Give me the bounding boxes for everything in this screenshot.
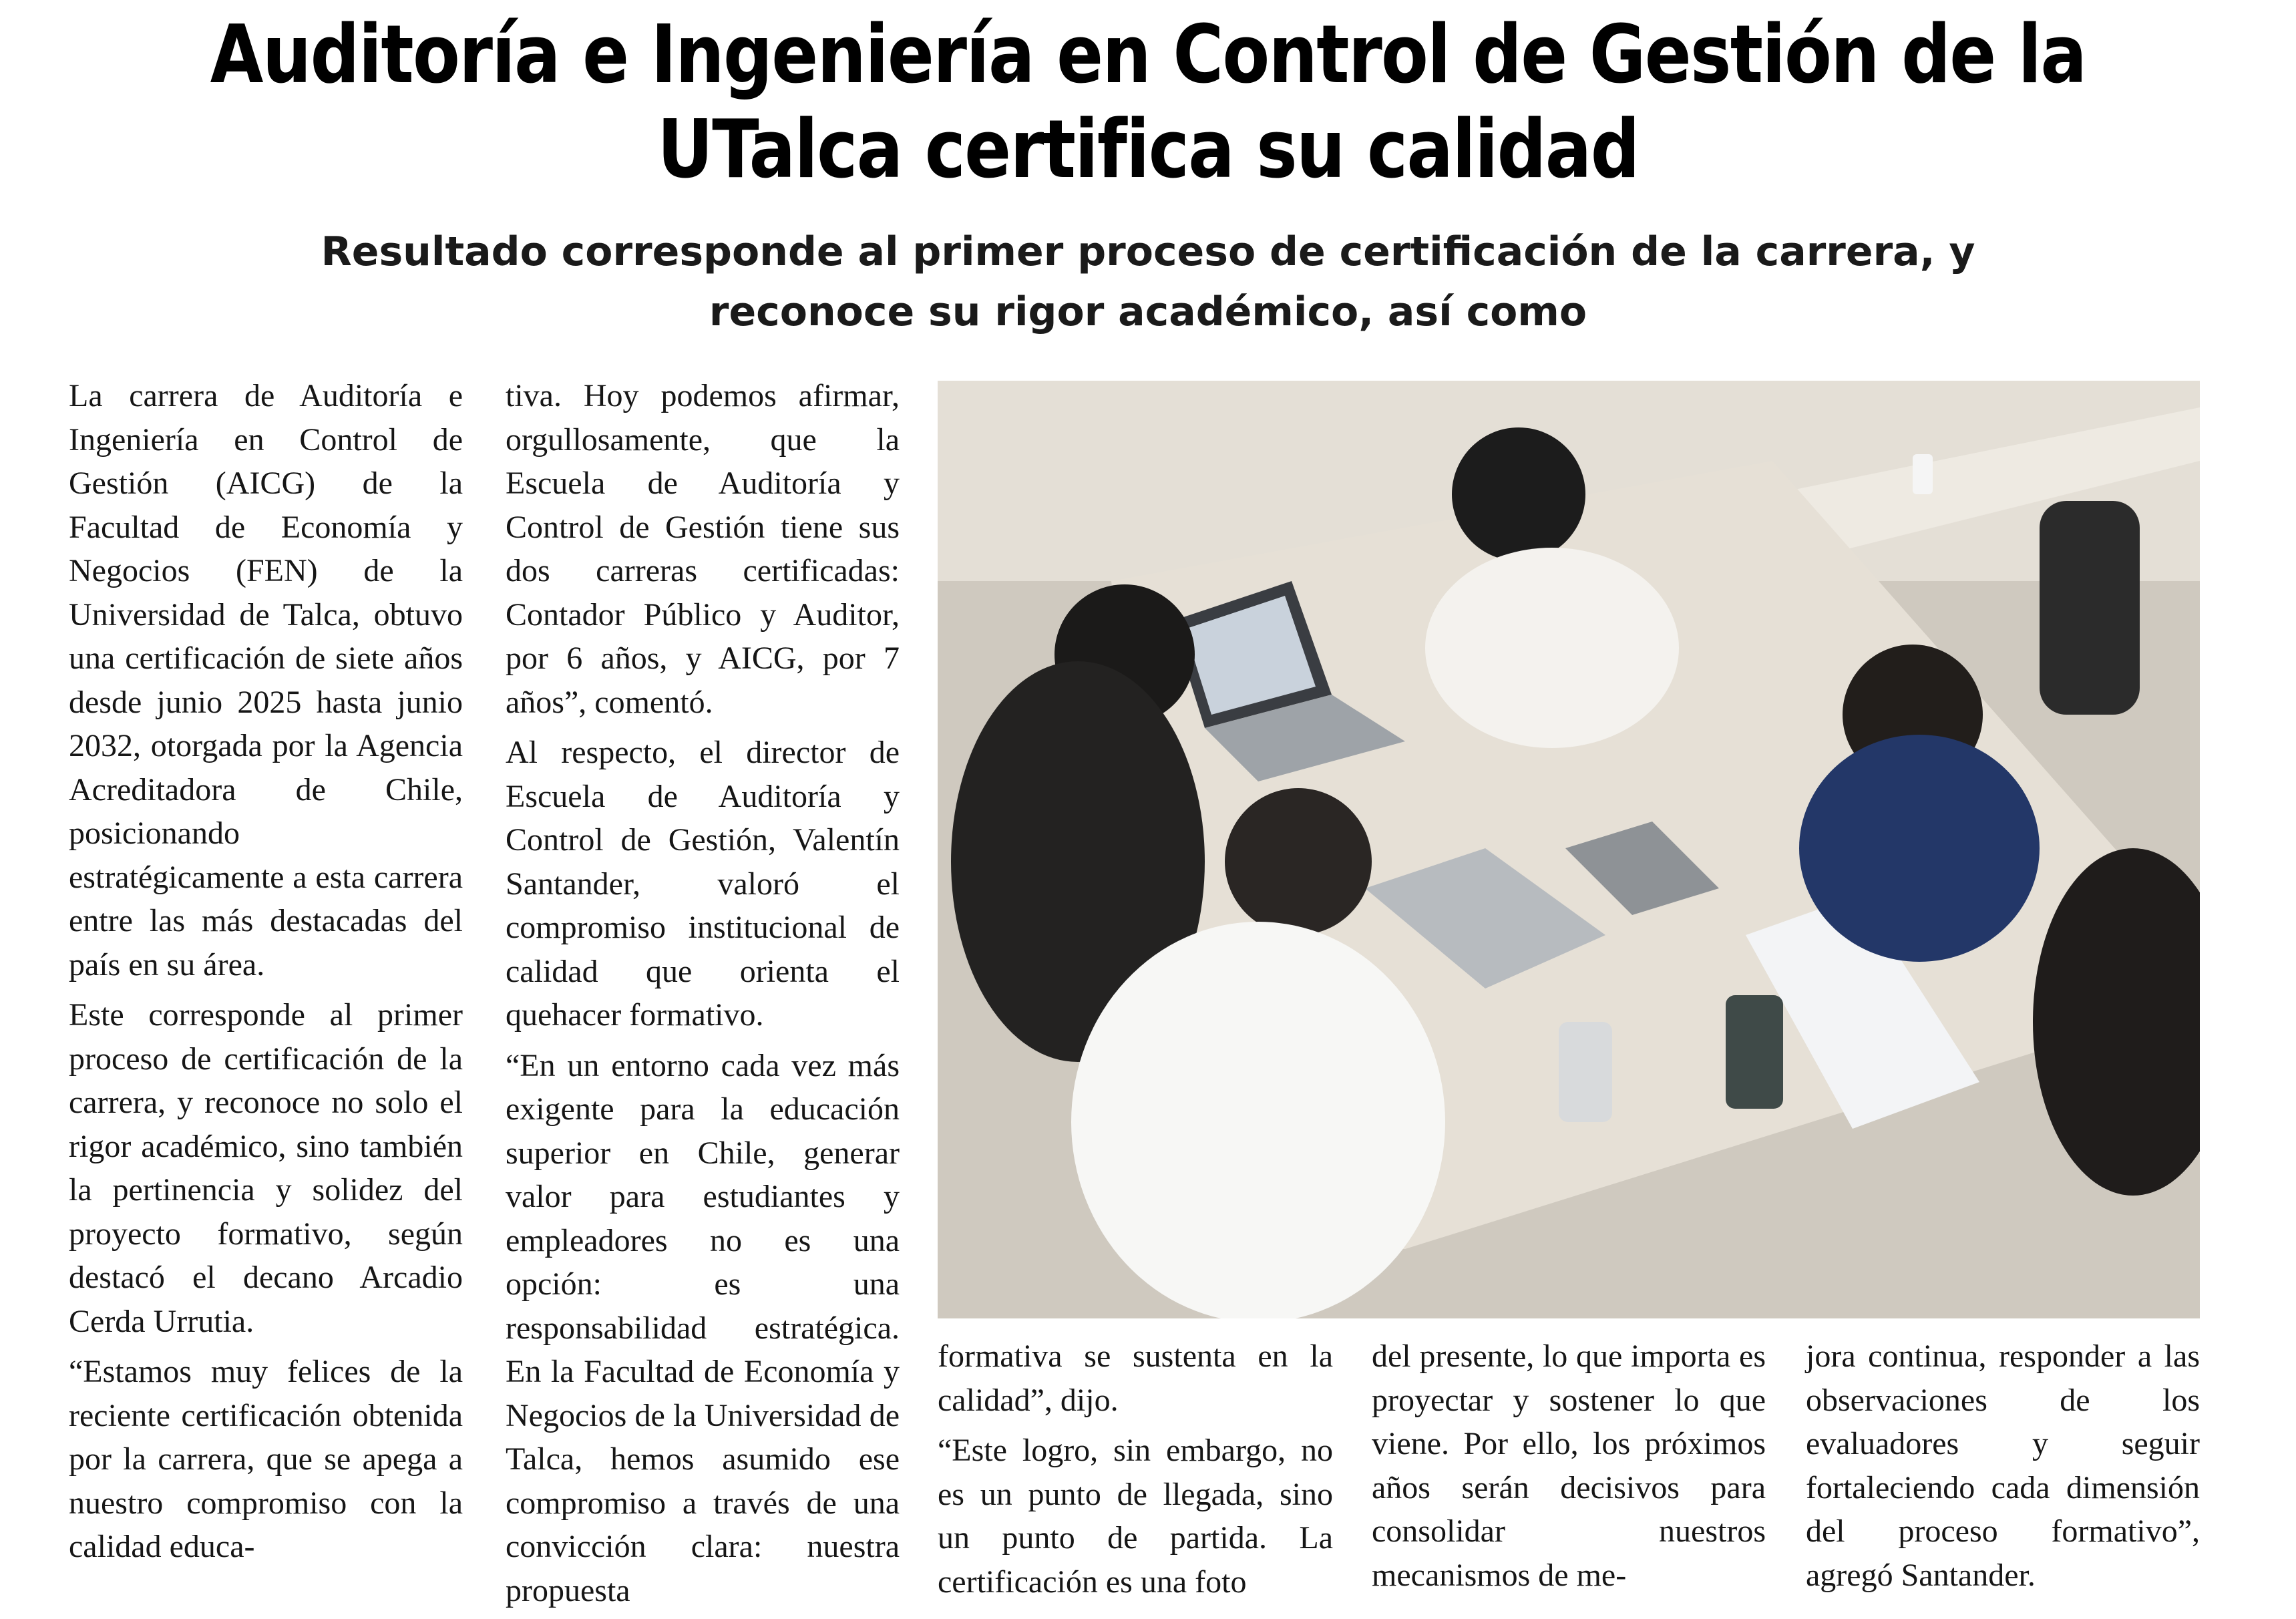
column-4 <box>1372 1334 1766 1604</box>
column-2 <box>506 374 900 1619</box>
paragraph: “En un entorno cada vez más exigente para la educación superior en Chile, generar valor para estudiantes y empleadores no es una opción: es una responsabilidad estratégica. En la Facultad de Economía y Negocios de la Universidad de Talca, hemos asumido ese compromiso a través de una convicción clara: nuestra propuesta <box>506 1047 900 1608</box>
paragraph: La carrera de Auditoría e Ingeniería en Control de Gestión (AICG) de la Facultad de Economía y Negocios (FEN) de la Universidad de Talca, obtuvo una certificación de siete años desde junio 2025 hasta junio 2032, otorgada por la Agencia Acreditadora de Chile, posicionando estratégicamente a esta carrera entre las más destacadas del país en su área. <box>69 378 463 982</box>
paragraph: jora continua, responder a las observaciones de los evaluadores y seguir fortaleciendo cada dimensión del proceso formativo”, agregó Santander. <box>1806 1338 2200 1593</box>
paragraph: “Este logro, sin embargo, no es un punto de llegada, sino un punto de partida. La certificación es una foto <box>938 1433 1333 1600</box>
paragraph: del presente, lo que importa es proyectar y sostener lo que viene. Por ello, los próximos años serán decisivos para consolidar nuestros mecanismos de me- <box>1372 1338 1766 1593</box>
paragraph: tiva. Hoy podemos afirmar, orgullosamente, que la Escuela de Auditoría y Control de Gestión tiene sus dos carreras certificadas: Contador Público y Auditor, por 6 años, y AICG, por 7 años”, comentó. <box>506 378 900 720</box>
paragraph: formativa se sustenta en la calidad”, dijo. <box>938 1338 1333 1418</box>
column-3 <box>938 1334 1333 1610</box>
paragraph: Al respecto, el director de Escuela de Auditoría y Control de Gestión, Valentín Santander, valoró el compromiso institucional de calidad que orienta el quehacer formativo. <box>506 735 900 1033</box>
paragraph: “Estamos muy felices de la reciente certificación obtenida por la carrera, que se apega a nuestro compromiso con la calidad educa- <box>69 1354 463 1564</box>
subtitle: Resultado corresponde al primer proceso de certificación de la carrera, y reconoce su rigor académico, así como <box>321 228 1975 335</box>
cup-icon <box>1913 454 1933 494</box>
column-1 <box>69 374 463 1576</box>
column-5 <box>1806 1334 2200 1604</box>
paragraph: Este corresponde al primer proceso de certificación de la carrera, y reconoce no solo el rigor académico, sino también la pertinencia y solidez del proyecto formativo, según destacó el decano Arcadio Cerda Urrutia. <box>69 997 463 1339</box>
meeting-photo <box>938 381 2200 1318</box>
headline: Auditoría e Ingeniería en Control de Gestión de la UTalca certifica su calidad <box>210 9 2086 196</box>
